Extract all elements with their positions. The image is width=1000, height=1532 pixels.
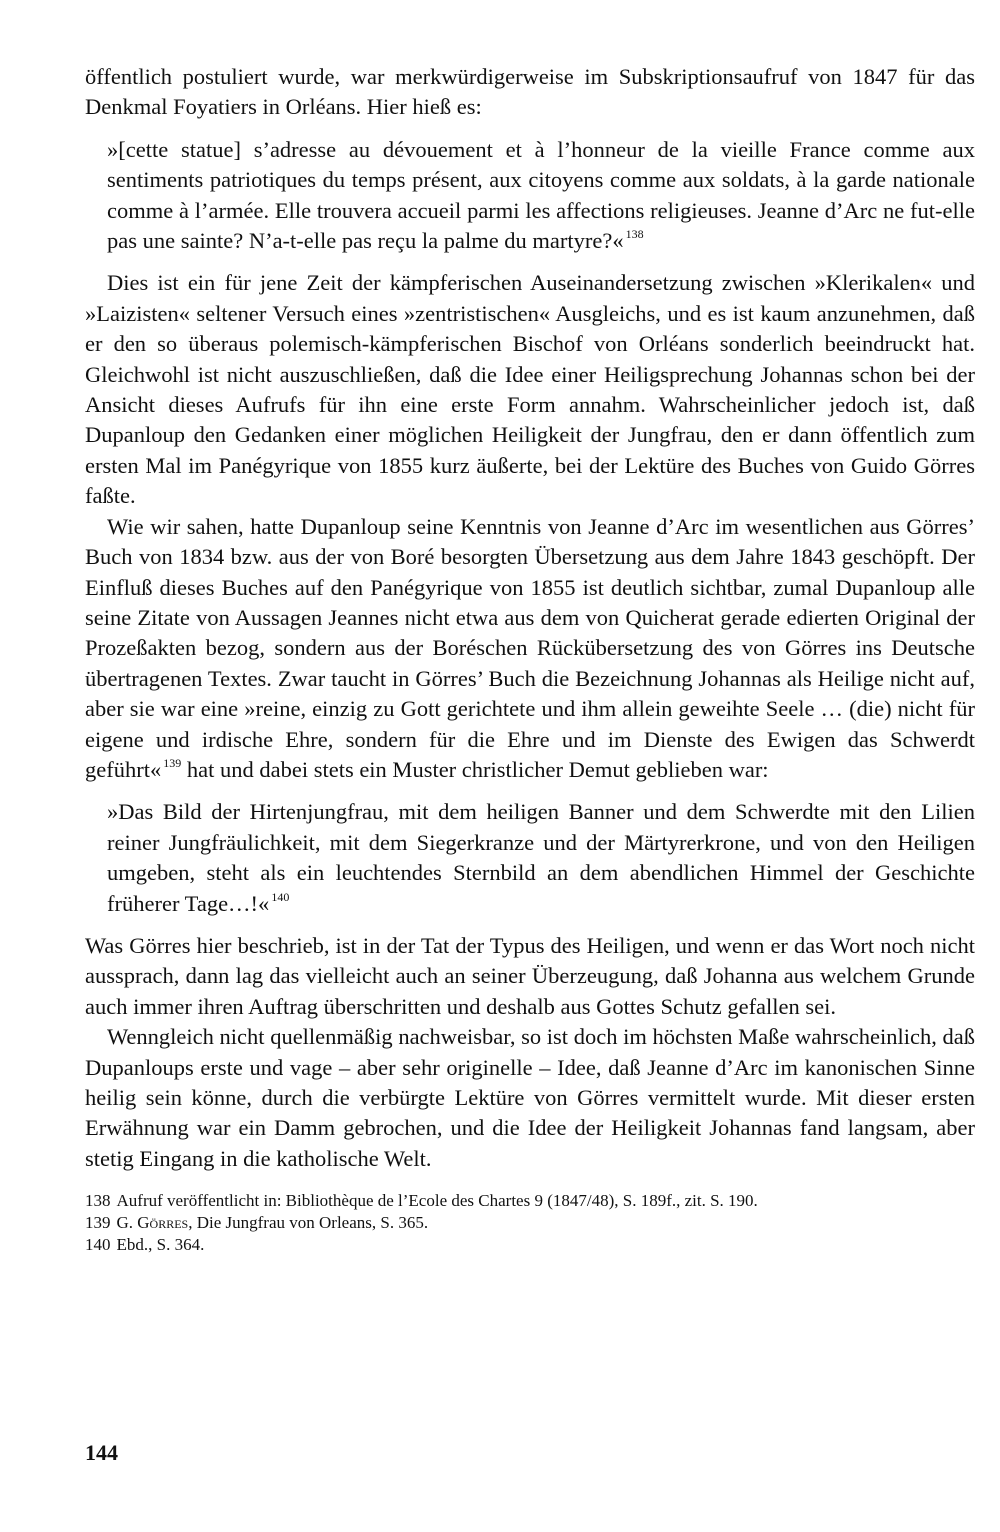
page-number: 144 [85,1440,118,1465]
body-paragraph-2: Dies ist ein für jene Zeit der kämpferischen Auseinandersetzung zwischen »Klerikalen« und »Laizisten« seltener Versuch eines »zentristischen« Ausgleichs, und es ist kaum anzunehmen, daß er den so überaus polemisch-kämpferischen Bischof von Orléans sonderlich beeindruckt hat. Gleichwohl ist nicht auszuschließen, daß die Idee einer Heiligsprechung Johannas schon bei der Ansicht dieses Aufrufs für ihn eine erste Form annahm. Wahrscheinlicher jedoch ist, daß Dupanloup den Gedanken einer möglichen Heiligkeit der Jungfrau, den er dann öffentlich zum ersten Mal im Panégyrique von 1855 kurz äußerte, bei der Lektüre des Buches von Guido Görres faßte. [85,270,975,509]
block-quote-2 [107,797,975,919]
footnote-text: , Die Jungfrau von Orleans, S. 365. [188,1213,429,1233]
block-quote-1 [107,135,975,257]
footnote-140 [85,1234,975,1256]
quote-text: »[cette statue] s’adresse au dévouement et à l’honneur de la vieille France comme aux sentiments patriotiques du temps présent, aux citoyens comme aux soldats, à la garde nationale comme à l’armée. Elle trouvera accueil parmi les affections religieuses. Jeanne d’Arc ne fut-elle pas une sainte? N’a-t-elle pas reçu la palme du martyre?« [107,136,975,254]
footnote-number: 139 [85,1213,111,1233]
footnote-139 [85,1212,975,1234]
footnote-ref-138[interactable]: 138 [625,227,644,242]
paragraph-text-continued: hat und dabei stets ein Muster christlicher Demut geblieben war: [181,756,769,782]
footnote-number: 140 [85,1235,111,1255]
footnote-author: G. Görres [116,1213,189,1233]
body-paragraph-1: öffentlich postuliert wurde, war merkwürdigerweise im Subskriptionsaufruf von 1847 für das Denkmal Foyatiers in Orléans. Hier hieß es: [85,64,975,120]
footnote-number: 138 [85,1191,111,1211]
paragraph-text: Wie wir sahen, hatte Dupanloup seine Kenntnis von Jeanne d’Arc im wesentlichen aus Görres’ Buch von 1834 bzw. aus der von Boré besorgten Übersetzung aus dem Jahre 1843 geschöpft. Der Einfluß dieses Buches auf den Panégyrique von 1855 ist deutlich sichtbar, zumal Dupanloup alle seine Zitate von Aussagen Jeannes nicht etwa aus dem von Quicherat gerade edierten Original der Prozeßakten bezog, sondern aus der Boréschen Rückübersetzung des von Görres ins Deutsche übertragenen Textes. Zwar taucht in Görres’ Buch die Bezeichnung Johannas als Heilige nicht auf, aber sie war eine »reine, einzig zu Gott gerichtete und ihm allein geweihte Seele … (die) nicht für eigene und irdische Ehre, sondern für die Ehre und im Dienste des Ewigen das Schwerdt geführt« [85,513,975,782]
footnote-ref-140[interactable]: 140 [271,889,290,904]
footnote-ref-139[interactable]: 139 [163,755,182,770]
quote-text: »Das Bild der Hirtenjungfrau, mit dem heiligen Banner und dem Schwerdte mit den Lilien reiner Jungfräulichkeit, mit dem Siegerkranze und der Märtyrerkrone, und von den Heiligen umgeben, steht als ein leuchtendes Sternbild an dem abendlichen Himmel der Geschichte früherer Tage…!« [107,799,975,916]
body-paragraph-3 [85,512,975,786]
footnote-138 [85,1190,975,1212]
footnote-text: Aufruf veröffentlicht in: Bibliothèque de l’Ecole des Chartes 9 (1847/48), S. 189f., zit. S. 190. [116,1191,758,1211]
body-paragraph-4: Was Görres hier beschrieb, ist in der Tat der Typus des Heiligen, und wenn er das Wort noch nicht aussprach, dann lag das vielleicht auch an seiner Überzeugung, daß Johanna aus welchem Grunde auch immer ihren Auftrag überschritten und deshalb aus Gottes Schutz gefallen sei. [85,932,975,1019]
footnote-text: Ebd., S. 364. [116,1235,205,1255]
footnotes [85,1190,975,1256]
body-paragraph-5: Wenngleich nicht quellenmäßig nachweisbar, so ist doch im höchsten Maße wahrscheinlich, daß Dupanloups erste und vage – aber sehr originelle – Idee, daß Jeanne d’Arc im kanonischen Sinne heilig sein könne, durch die verbürgte Lektüre von Görres vermittelt wurde. Mit dieser ersten Erwähnung war ein Damm gebrochen, und die Idee der Heiligkeit Johannas fand langsam, aber stetig Eingang in die katholische Welt. [85,1024,975,1171]
